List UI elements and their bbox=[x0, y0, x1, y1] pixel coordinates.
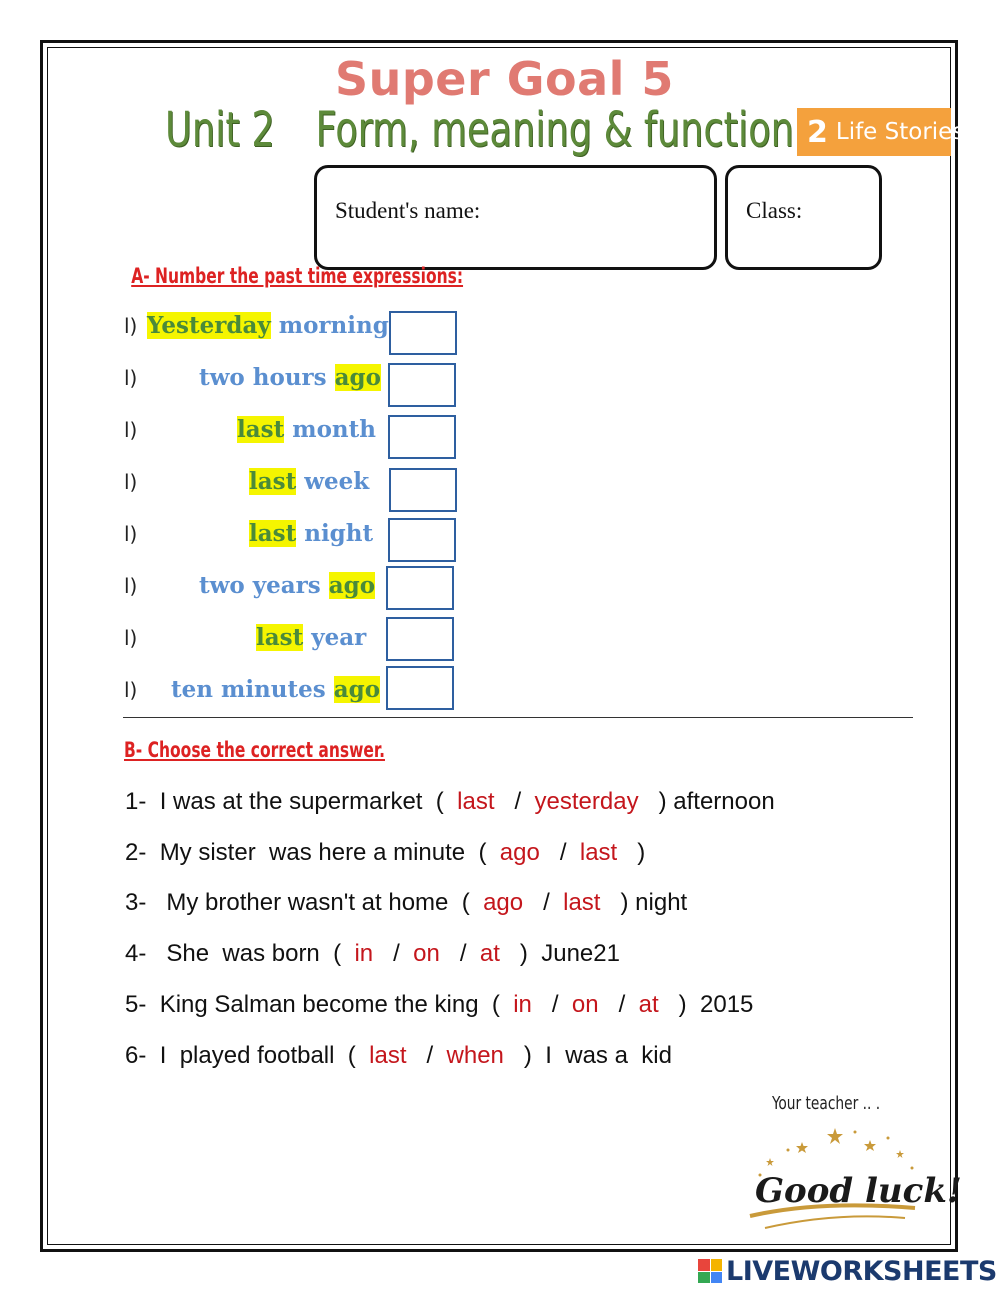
worksheet-subtitle bbox=[165, 102, 794, 158]
spacer bbox=[400, 940, 413, 967]
spacer bbox=[500, 991, 513, 1018]
answer-option[interactable]: at bbox=[479, 940, 500, 967]
expression-rest: night bbox=[296, 520, 374, 547]
brand-name: LIVEWORKSHEETS bbox=[726, 1255, 997, 1287]
question-text: King Salman become the king ( bbox=[159, 991, 500, 1018]
option-separator: / bbox=[439, 940, 467, 967]
student-name-field[interactable] bbox=[314, 165, 717, 270]
answer-box[interactable] bbox=[386, 566, 454, 610]
answer-box[interactable] bbox=[388, 415, 456, 459]
time-expression bbox=[147, 312, 389, 339]
answer-option[interactable]: on bbox=[413, 940, 440, 967]
highlighted-word: last bbox=[256, 624, 304, 651]
question-row bbox=[125, 889, 687, 917]
spacer bbox=[639, 788, 659, 815]
option-separator: / bbox=[373, 940, 400, 967]
answer-box[interactable] bbox=[388, 518, 456, 562]
question-row bbox=[125, 839, 645, 867]
question-row bbox=[125, 788, 775, 816]
question-ending: ) night bbox=[620, 889, 688, 916]
answer-option[interactable]: last bbox=[579, 839, 618, 866]
question-ending: ) bbox=[637, 839, 646, 866]
question-text: I was at the supermarket ( bbox=[159, 788, 444, 815]
highlighted-word: last bbox=[237, 416, 285, 443]
spacer bbox=[356, 1042, 369, 1069]
item-label: l) bbox=[124, 418, 138, 442]
teacher-signature: Your teacher .. . bbox=[772, 1093, 881, 1114]
time-expression bbox=[171, 676, 380, 703]
option-separator: / bbox=[598, 991, 626, 1018]
answer-box[interactable] bbox=[386, 617, 454, 661]
badge-text: Life Stories bbox=[835, 119, 965, 145]
spacer bbox=[341, 940, 354, 967]
subtitle-label: Form, meaning & function bbox=[315, 102, 794, 158]
option-separator: / bbox=[494, 788, 522, 815]
section-a-title bbox=[123, 264, 463, 288]
spacer bbox=[146, 1042, 159, 1069]
question-number: 2- bbox=[125, 839, 147, 866]
answer-option[interactable]: ago bbox=[483, 889, 524, 916]
item-label: l) bbox=[124, 522, 138, 546]
time-expression bbox=[199, 364, 381, 391]
option-separator: / bbox=[406, 1042, 434, 1069]
expression-rest: morning bbox=[270, 312, 389, 339]
highlighted-word: ago bbox=[334, 364, 381, 391]
item-label: l) bbox=[124, 678, 138, 702]
spacer bbox=[444, 788, 457, 815]
expression-start: two hours bbox=[199, 364, 335, 391]
question-number: 5- bbox=[125, 991, 147, 1018]
spacer bbox=[521, 788, 534, 815]
question-row bbox=[125, 1042, 672, 1070]
spacer bbox=[659, 991, 679, 1018]
question-text: My brother wasn't at home ( bbox=[159, 889, 470, 916]
question-number: 4- bbox=[125, 940, 147, 967]
swoosh-icon-2 bbox=[765, 1216, 905, 1228]
question-row bbox=[125, 940, 620, 968]
answer-option[interactable]: in bbox=[513, 991, 532, 1018]
answer-box[interactable] bbox=[386, 666, 454, 710]
time-expression bbox=[199, 572, 375, 599]
class-label: Class: bbox=[746, 198, 803, 223]
answer-option[interactable]: last bbox=[457, 788, 495, 815]
expression-start: two years bbox=[199, 572, 329, 599]
answer-option[interactable]: in bbox=[354, 940, 374, 967]
spacer bbox=[433, 1042, 446, 1069]
option-separator: / bbox=[531, 991, 559, 1018]
answer-option[interactable]: ago bbox=[499, 839, 540, 866]
worksheet-title: Super Goal 5 bbox=[335, 52, 674, 106]
unit-label: Unit 2 bbox=[165, 102, 275, 158]
question-number: 3- bbox=[125, 889, 147, 916]
answer-option[interactable]: at bbox=[638, 991, 659, 1018]
section-b-title: B- Choose the correct answer. bbox=[124, 738, 385, 762]
highlighted-word: ago bbox=[328, 572, 376, 599]
time-expression bbox=[249, 468, 369, 495]
question-row bbox=[125, 991, 753, 1019]
spacer bbox=[146, 889, 159, 916]
spacer bbox=[600, 889, 620, 916]
question-number: 6- bbox=[125, 1042, 147, 1069]
spacer bbox=[550, 889, 563, 916]
spacer bbox=[559, 991, 572, 1018]
question-number: 1- bbox=[125, 788, 147, 815]
spacer bbox=[467, 940, 480, 967]
question-ending: ) 2015 bbox=[678, 991, 754, 1018]
footer-brand bbox=[698, 1255, 997, 1287]
highlighted-word: Yesterday bbox=[147, 312, 271, 339]
item-label: l) bbox=[124, 470, 138, 494]
spacer bbox=[504, 1042, 524, 1069]
highlighted-word: last bbox=[249, 468, 297, 495]
spacer bbox=[567, 839, 580, 866]
good-luck-graphic bbox=[740, 1120, 962, 1235]
answer-option[interactable]: on bbox=[571, 991, 599, 1018]
class-field[interactable] bbox=[725, 165, 882, 270]
section-divider bbox=[123, 717, 913, 718]
item-label: l) bbox=[124, 574, 138, 598]
liveworksheets-logo-icon bbox=[698, 1259, 722, 1283]
student-name-label: Student's name: bbox=[335, 198, 481, 223]
spacer bbox=[617, 839, 637, 866]
spacer bbox=[146, 839, 159, 866]
answer-option[interactable]: last bbox=[369, 1042, 407, 1069]
spacer bbox=[470, 889, 483, 916]
time-expression bbox=[256, 624, 366, 651]
good-luck-text: Good luck! bbox=[755, 1171, 962, 1211]
answer-box[interactable] bbox=[388, 363, 456, 407]
spacer bbox=[625, 991, 638, 1018]
answer-option[interactable]: last bbox=[563, 889, 601, 916]
spacer bbox=[146, 940, 159, 967]
answer-box[interactable] bbox=[389, 311, 457, 355]
expression-rest: year bbox=[303, 624, 367, 651]
time-expression bbox=[237, 416, 376, 443]
badge-number: 2 bbox=[807, 114, 828, 150]
item-label: l) bbox=[124, 314, 138, 338]
question-text: I played football ( bbox=[159, 1042, 356, 1069]
item-label: l) bbox=[124, 366, 138, 390]
question-ending: ) I was a kid bbox=[523, 1042, 672, 1069]
expression-rest: week bbox=[296, 468, 370, 495]
option-separator: / bbox=[539, 839, 567, 866]
expression-start: ten minutes bbox=[171, 676, 334, 703]
question-text: My sister was here a minute ( bbox=[159, 839, 487, 866]
item-label: l) bbox=[124, 626, 138, 650]
question-text: She was born ( bbox=[159, 940, 342, 967]
highlighted-word: ago bbox=[333, 676, 381, 703]
question-ending: ) afternoon bbox=[658, 788, 775, 815]
answer-option[interactable]: yesterday bbox=[534, 788, 639, 815]
section-a-title-text: A- Number the past time expressions: bbox=[131, 264, 464, 288]
spacer bbox=[146, 991, 159, 1018]
answer-option[interactable]: when bbox=[446, 1042, 504, 1069]
highlighted-word: last bbox=[249, 520, 297, 547]
option-separator: / bbox=[523, 889, 550, 916]
spacer bbox=[500, 940, 520, 967]
time-expression bbox=[249, 520, 373, 547]
stars-decoration bbox=[759, 1128, 914, 1177]
answer-box[interactable] bbox=[389, 468, 457, 512]
question-ending: ) June21 bbox=[519, 940, 620, 967]
spacer bbox=[486, 839, 499, 866]
spacer bbox=[146, 788, 159, 815]
expression-rest: month bbox=[284, 416, 376, 443]
unit-badge bbox=[797, 108, 965, 156]
